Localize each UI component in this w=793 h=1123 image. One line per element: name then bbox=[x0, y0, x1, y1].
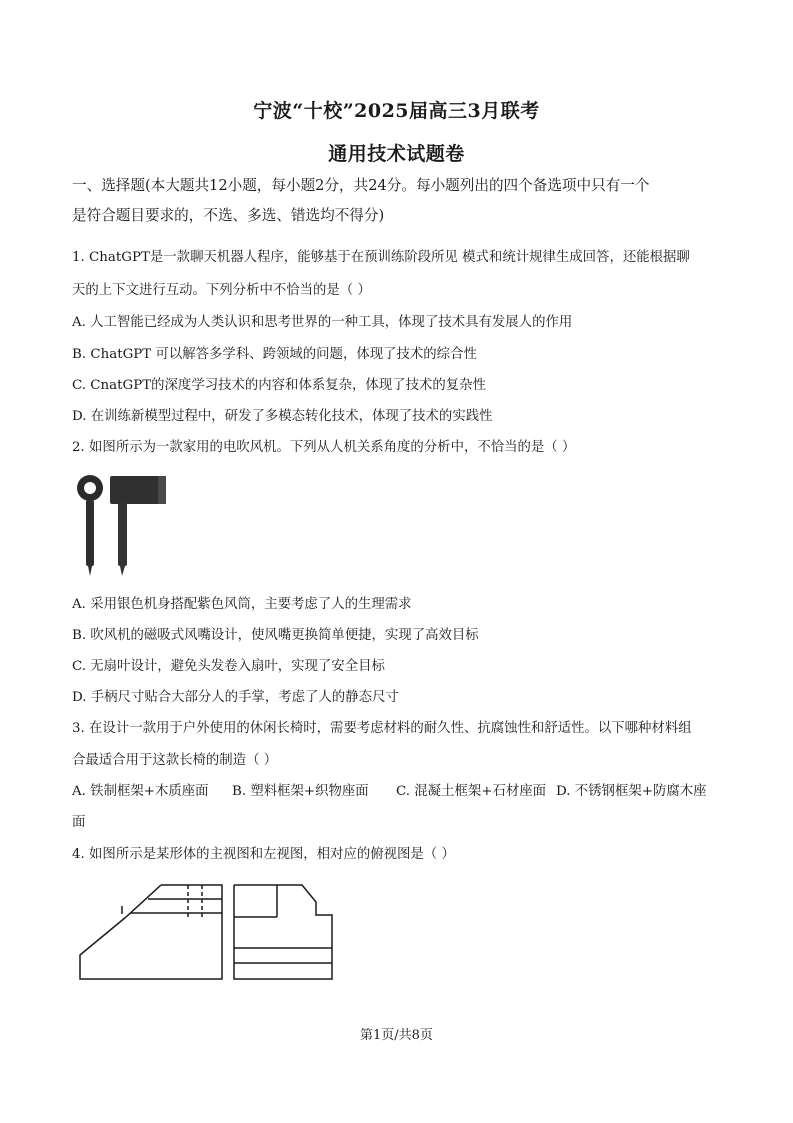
dryer-handle-left bbox=[86, 500, 94, 566]
dryer-barrel-end bbox=[158, 476, 166, 504]
q2-stem: 2. 如图所示为一款家用的电吹风机。下列从人机关系角度的分析中，不恰当的是（ ） bbox=[72, 440, 576, 455]
q3-stem-line-2: 合最适合用于这款长椅的制造（ ） bbox=[72, 753, 278, 768]
q3-stem-line-1: 3. 在设计一款用于户外使用的休闲长椅时，需要考虑材料的耐久性、抗腐蚀性和舒适性。以下哪种材料组 bbox=[72, 721, 692, 736]
dryer-handle-right bbox=[118, 502, 127, 566]
q4-view-drawings bbox=[76, 882, 341, 982]
q2-option-b: B. 吹风机的磁吸式风嘴设计，使风嘴更换简单便捷，实现了高效目标 bbox=[72, 628, 479, 643]
q2-option-a: A. 采用银色机身搭配紫色风筒，主要考虑了人的生理需求 bbox=[72, 597, 412, 612]
q3-option-c: C. 混凝土框架+石材座面 bbox=[396, 784, 547, 799]
section-heading-line-2: 是符合题目要求的，不选、多选、错选均不得分) bbox=[72, 207, 385, 224]
front-view-top-slant bbox=[126, 885, 161, 917]
section-heading-line-1: 一、选择题(本大题共12小题，每小题2分，共24分。每小题列出的四个备选项中只有一个 bbox=[72, 177, 650, 194]
q1-stem-line-2: 天的上下文进行互动。下列分析中不恰当的是（ ） bbox=[72, 283, 371, 298]
dryer-barrel-head bbox=[110, 476, 166, 504]
q3-option-d: D. 不锈钢框架+防腐木座 bbox=[556, 784, 707, 799]
dryer-cord-left bbox=[88, 566, 92, 576]
q3-option-a: A. 铁制框架+木质座面 bbox=[72, 784, 209, 799]
q3-option-d-wrap: 面 bbox=[72, 815, 86, 830]
page-footer: 第1页/共8页 bbox=[360, 1028, 433, 1043]
q1-option-b: B. ChatGPT 可以解答多学科、跨领域的问题，体现了技术的综合性 bbox=[72, 347, 477, 362]
q3-option-b: B. 塑料框架+织物座面 bbox=[232, 784, 369, 799]
q1-option-d: D. 在训练新模型过程中，研发了多模态转化技术，体现了技术的实践性 bbox=[72, 409, 493, 424]
q3-options-row bbox=[72, 783, 732, 801]
exam-subtitle: 通用技术试题卷 bbox=[328, 143, 465, 165]
q1-option-a: A. 人工智能已经成为人类认识和思考世界的一种工具，体现了技术具有发展人的作用 bbox=[72, 315, 573, 330]
q1-option-c: C. CnatGPT的深度学习技术的内容和体系复杂，体现了技术的复杂性 bbox=[72, 378, 486, 393]
q4-stem: 4. 如图所示是某形体的主视图和左视图，相对应的俯视图是（ ） bbox=[72, 847, 455, 862]
dryer-ring-hole bbox=[84, 482, 96, 494]
q2-option-c: C. 无扇叶设计，避免头发卷入扇叶，实现了安全目标 bbox=[72, 659, 385, 674]
exam-title: 宁波“十校”2025届高三3月联考 bbox=[253, 100, 540, 122]
left-view-outline bbox=[234, 885, 332, 979]
q1-stem-line-1: 1. ChatGPT是一款聊天机器人程序，能够基于在预训练阶段所见 模式和统计规律生成回答，还能根据聊 bbox=[72, 250, 690, 265]
hair-dryer-figure bbox=[74, 470, 174, 580]
q2-option-d: D. 手柄尺寸贴合大部分人的手掌，考虑了人的静态尺寸 bbox=[72, 690, 399, 705]
dryer-cord-right bbox=[120, 566, 125, 576]
